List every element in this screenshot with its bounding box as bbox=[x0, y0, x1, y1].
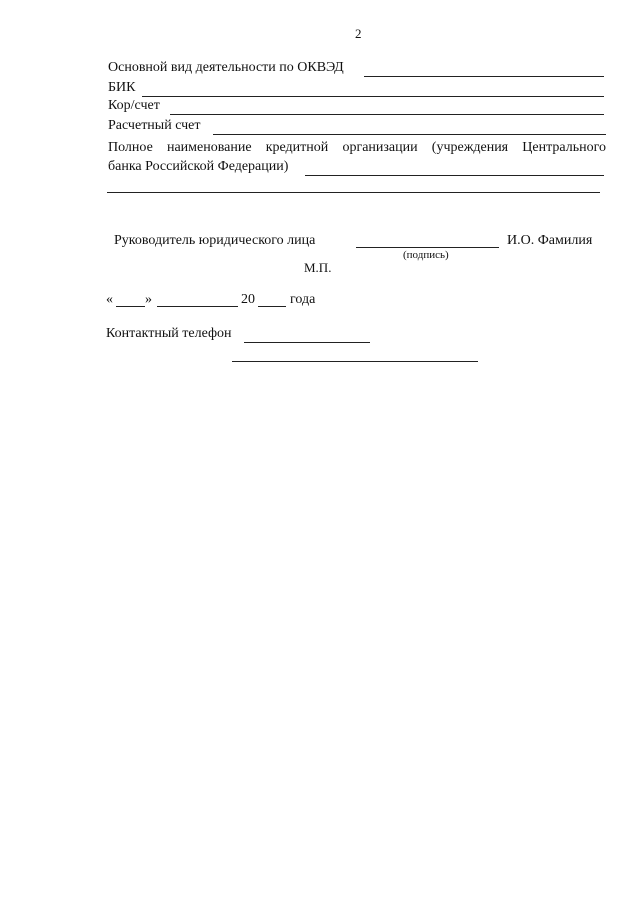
contact-phone-field-line bbox=[244, 342, 370, 343]
stamp-label: М.П. bbox=[304, 260, 332, 275]
head-of-entity-label: Руководитель юридического лица bbox=[114, 233, 316, 248]
okved-field-line bbox=[364, 76, 604, 77]
year-field-line bbox=[258, 306, 286, 307]
kor-schet-field-line bbox=[170, 114, 604, 115]
date-close-quote: » bbox=[145, 292, 152, 307]
end-of-form-rule bbox=[232, 361, 478, 362]
name-placeholder: И.О. Фамилия bbox=[507, 233, 593, 248]
bik-field-line bbox=[142, 96, 604, 97]
page-number: 2 bbox=[355, 26, 362, 41]
raschetny-schet-label: Расчетный счет bbox=[108, 118, 201, 133]
bank-name-field-line-2 bbox=[107, 192, 600, 193]
bank-name-label-line1: Полное наименование кредитной организации (учреждения Центрального bbox=[108, 140, 606, 155]
bank-name-field-line bbox=[305, 175, 604, 176]
bank-name-label-line2: банка Российской Федерации) bbox=[108, 159, 289, 174]
signature-caption: (подпись) bbox=[403, 249, 449, 261]
day-field-line bbox=[116, 306, 145, 307]
bik-label: БИК bbox=[108, 80, 136, 95]
contact-phone-label: Контактный телефон bbox=[106, 326, 232, 341]
kor-schet-label: Кор/счет bbox=[108, 98, 160, 113]
date-open-quote: « bbox=[106, 292, 113, 307]
raschetny-schet-field-line bbox=[213, 134, 606, 135]
year-prefix: 20 bbox=[241, 292, 255, 307]
okved-label: Основной вид деятельности по ОКВЭД bbox=[108, 60, 344, 75]
year-suffix: года bbox=[290, 292, 316, 307]
signature-line bbox=[356, 247, 499, 248]
month-field-line bbox=[157, 306, 238, 307]
